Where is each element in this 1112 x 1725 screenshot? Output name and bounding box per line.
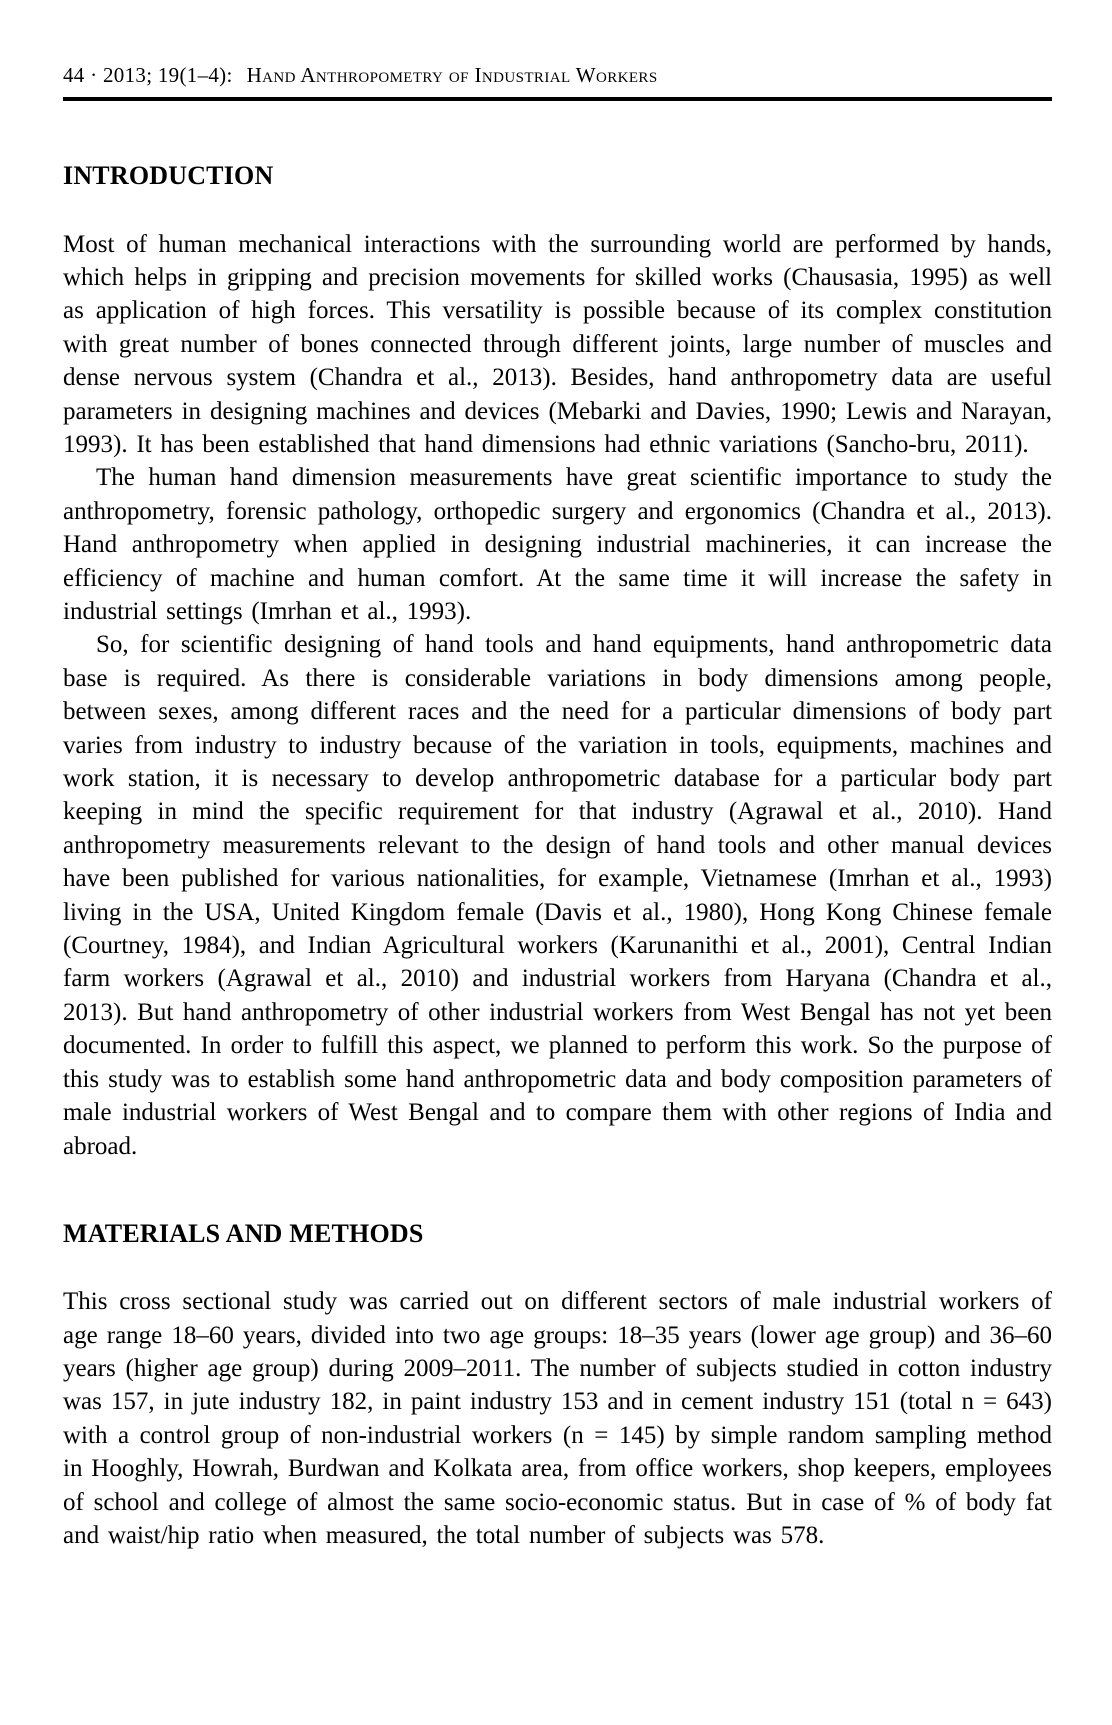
header-rule — [63, 97, 1052, 101]
materials-paragraph-1: This cross sectional study was carried out on different sectors of male industrial workers of age range 18–60 years, divided into two age groups: 18–35 years (lower age group) and 36–60 years (higher age group) during 2009–2011. The number of subjects studied in cotton industry was 157, in jute industry 182, in paint industry 153 and in cement industry 151 (total n = 643) with a control group of non-industrial workers (n = 145) by simple random sampling method in Hooghly, Howrah, Burdwan and Kolkata area, from office workers, shop keepers, employees of school and college of almost the same socio-economic status. But in case of % of body fat and waist/hip ratio when measured, the total number of subjects was 578. — [63, 1288, 1052, 1550]
introduction-paragraph-3: So, for scientific designing of hand tools and hand equipments, hand anthropometric data base is required. As there is considerable variations in body dimensions among people, between sexes, among different races and the need for a particular dimensions of body part varies from industry to industry because of the variation in tools, equipments, machines and work station, it is necessary to develop anthropometric database for a particular body part keeping in mind the specific requirement for that industry (Agrawal et al., 2010). Hand anthropometry measurements relevant to the design of hand tools and other manual devices have been published for various nationalities, for example, Vietnamese (Imrhan et al., 1993) living in the USA, United Kingdom female (Davis et al., 1980), Hong Kong Chinese female (Courtney, 1984), and Indian Agricultural workers (Karunanithi et al., 2001), Central Indian farm workers (Agrawal et al., 2010) and industrial workers from Haryana (Chandra et al., 2013). But hand anthropometry of other industrial workers from West Bengal has not yet been documented. In order to fulfill this aspect, we planned to perform this work. So the purpose of this study was to establish some hand anthropometric data and body composition parameters of male industrial workers of West Bengal and to compare them with other regions of India and abroad. — [63, 631, 1052, 1160]
section-heading-materials-and-methods: MATERIALS AND METHODS — [63, 1218, 424, 1248]
running-title: Hand Anthropometry of Industrial Workers — [246, 63, 658, 87]
introduction-paragraph-1: Most of human mechanical interactions with the surrounding world are performed by hands, which helps in gripping and precision movements for skilled works (Chausasia, 1995) as well as application of high forces. This versatility is possible because of its complex constitution with great number of bones connected through different joints, large number of muscles and dense nervous system (Chandra et al., 2013). Besides, hand anthropometry data are useful parameters in designing machines and devices (Mebarki and Davies, 1990; Lewis and Narayan, 1993). It has been established that hand dimensions had ethnic variations (Sancho-bru, 2011). — [63, 230, 1052, 458]
section-heading-introduction: INTRODUCTION — [63, 161, 274, 191]
page-citation: 44 · 2013; 19(1–4): — [63, 63, 233, 87]
introduction-paragraph-2: The human hand dimension measurements have great scientific importance to study the anthropometry, forensic pathology, orthopedic surgery and ergonomics (Chandra et al., 2013). Hand anthropometry when applied in designing industrial machineries, it can increase the efficiency of machine and human comfort. At the same time it will increase the safety in industrial settings (Imrhan et al., 1993). — [63, 464, 1052, 626]
journal-header — [63, 62, 1052, 88]
